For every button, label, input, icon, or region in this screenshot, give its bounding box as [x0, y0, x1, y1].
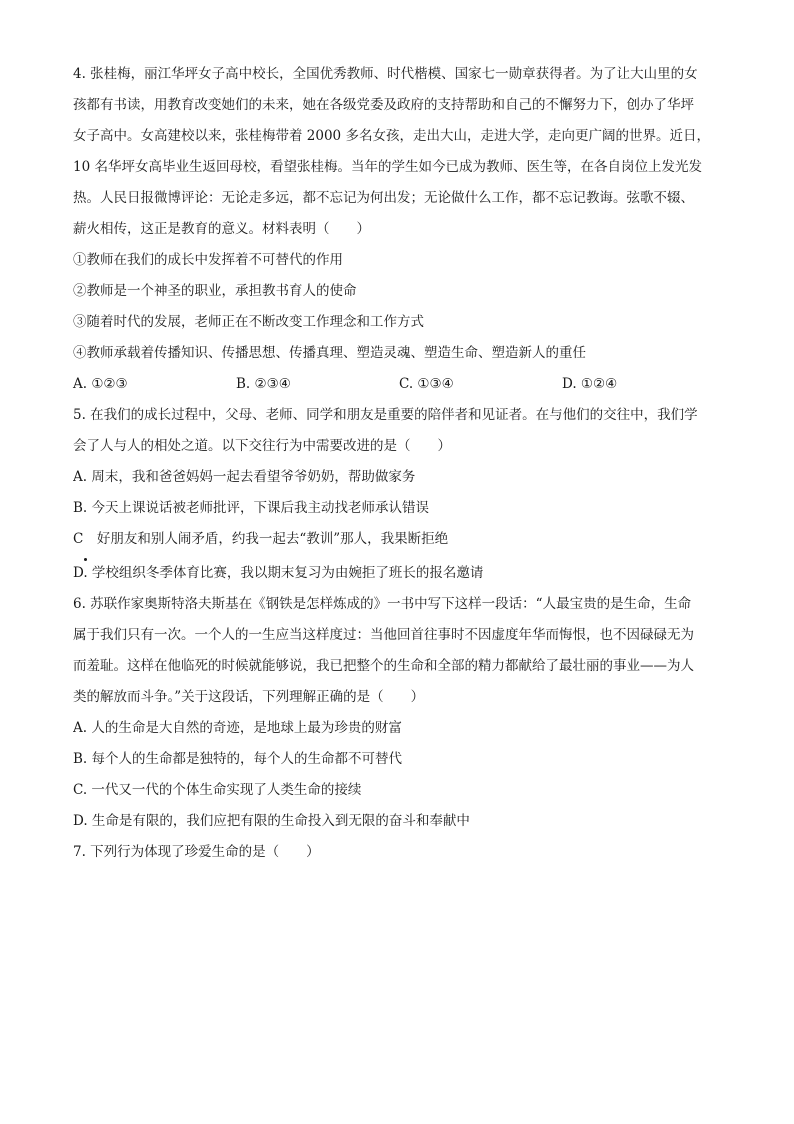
question-7-stem-line: 7. 下列行为体现了珍爱生命的是（ ） [73, 844, 320, 860]
option-b: B. 每个人的生命都是独特的，每个人的生命都不可替代 [73, 751, 403, 767]
option-c: C 好朋友和别人闹矛盾，约我一起去“教训”那人，我果断拒绝 [73, 531, 449, 547]
option-b: B. ②③④ [236, 376, 291, 392]
option-c: C. 一代又一代的个体生命实现了人类生命的接续 [73, 782, 362, 798]
question-4-stem-line: 女子高中。女高建校以来，张桂梅带着 2000 多名女孩，走出大山，走进大学，走向更广阔的世界。近日， [73, 128, 710, 144]
option-a: A. ①②③ [73, 376, 128, 392]
option-d: D. 生命是有限的，我们应把有限的生命投入到无限的奋斗和奉献中 [73, 813, 470, 829]
question-5-stem-line: 会了人与人的相处之道。以下交往行为中需要改进的是（ ） [73, 438, 451, 454]
question-4-stem-line: 薪火相传，这正是教育的意义。材料表明（ ） [73, 221, 370, 237]
question-4-stem-line: 热。人民日报微博评论：无论走多远，都不忘记为何出发；无论做什么工作，都不忘记教诲。弦歌不辍、 [73, 190, 694, 206]
option-c: C. ①③④ [399, 376, 454, 392]
option-d: D. ①②④ [562, 376, 618, 392]
question-5 [73, 405, 725, 583]
stray-dot-mark [84, 558, 87, 561]
statement-1: ①教师在我们的成长中发挥着不可替代的作用 [73, 252, 343, 268]
statement-3: ③随着时代的发展，老师正在不断改变工作理念和工作方式 [73, 314, 424, 330]
question-4 [73, 64, 725, 394]
option-a: A. 周末，我和爸爸妈妈一起去看望爷爷奶奶，帮助做家务 [73, 469, 416, 485]
question-7 [73, 842, 725, 862]
question-4-stem-line: 孩都有书读，用教育改变她们的未来，她在各级党委及政府的支持帮助和自己的不懈努力下，创办了华坪 [73, 97, 694, 113]
option-d: D. 学校组织冬季体育比赛，我以期末复习为由婉拒了班长的报名邀请 [73, 565, 484, 581]
question-4-stem-line: 10 名华坪女高毕业生返回母校，看望张桂梅。当年的学生如今已成为教师、医生等，在各自岗位上发光发 [73, 159, 702, 175]
question-6-stem-line: 类的解放而斗争。”关于这段话，下列理解正确的是（ ） [73, 689, 425, 705]
statement-2: ②教师是一个神圣的职业，承担教书育人的使命 [73, 283, 357, 299]
page-content [73, 64, 725, 873]
option-b: B. 今天上课说话被老师批评，下课后我主动找老师承认错误 [73, 500, 430, 516]
statement-4: ④教师承载着传播知识、传播思想、传播真理、塑造灵魂、塑造生命、塑造新人的重任 [73, 345, 586, 361]
question-6-stem-line: 属于我们只有一次。一个人的一生应当这样度过：当他回首往事时不因虚度年华而悔恨，也不因碌碌无为 [73, 627, 694, 643]
question-6-stem-line: 而羞耻。这样在他临死的时候就能够说，我已把整个的生命和全部的精力都献给了最壮丽的事业——为人 [73, 658, 694, 674]
question-6-stem-line: 6. 苏联作家奥斯特洛夫斯基在《钢铁是怎样炼成的》一书中写下这样一段话：“人最宝贵的是生命，生命 [73, 596, 692, 612]
question-5-stem-line: 5. 在我们的成长过程中，父母、老师、同学和朋友是重要的陪伴者和见证者。在与他们的交往中，我们学 [73, 407, 698, 423]
option-a: A. 人的生命是大自然的奇迹，是地球上最为珍贵的财富 [73, 720, 402, 736]
question-4-options [73, 374, 725, 394]
question-4-stem-line: 4. 张桂梅，丽江华坪女子高中校长，全国优秀教师、时代楷模、国家七一勋章获得者。为了让大山里的女 [73, 66, 698, 82]
question-6 [73, 594, 725, 831]
